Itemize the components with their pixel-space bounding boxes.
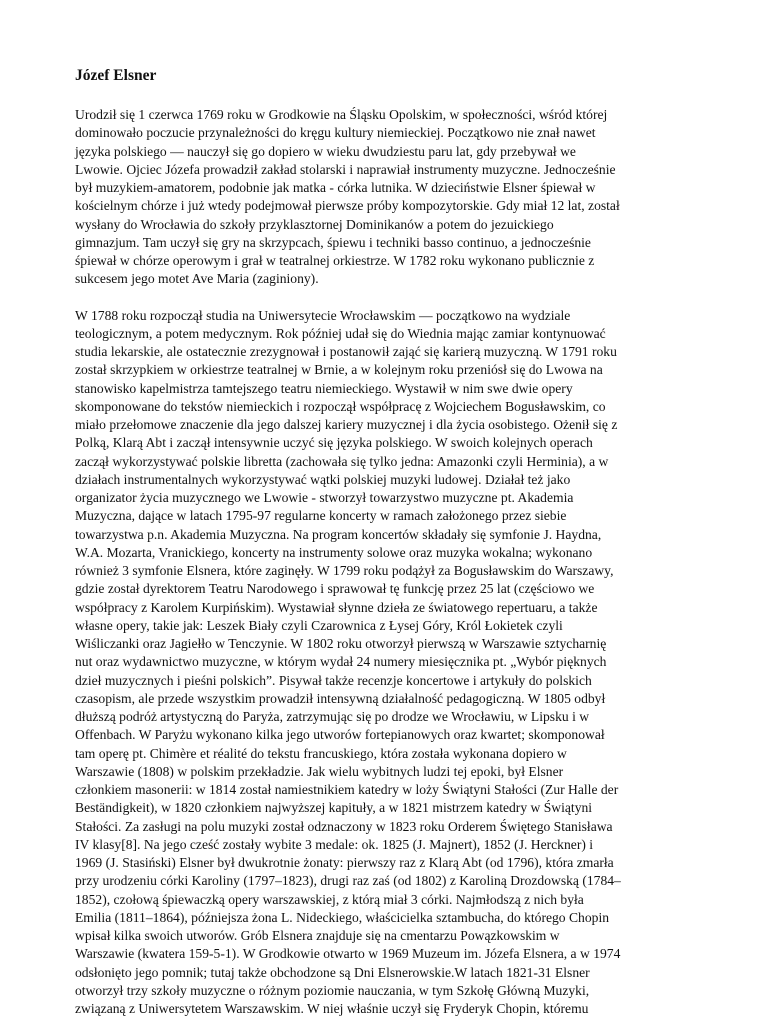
text-line: dominowało poczucie przynależności do kręgu kultury niemieckiej. Początkowo nie znał nawet xyxy=(75,125,596,141)
text-line: wysłany do Wrocławia do szkoły przyklasztornej Dominikanów a potem do jezuickiego xyxy=(75,216,554,232)
text-line: IV klasy[8]. Na jego cześć zostały wybite 3 medale: ok. 1825 (J. Majnert), 1852 (J. Herckner) i xyxy=(75,836,594,852)
text-line: Polką, Klarą Abt i zaczął intensywnie uczyć się języka polskiego. W swoich kolejnych operach xyxy=(75,435,593,451)
paragraph xyxy=(75,307,699,1019)
text-line: otworzył trzy szkoły muzyczne o różnym poziomie nauczania, w tym Szkołę Główną Muzyki, xyxy=(75,982,590,998)
document-page xyxy=(75,66,699,1036)
text-line: Wiśliczanki oraz Jagiełło w Tenczynie. W 1802 roku otworzył pierwszą w Warszawie sztycharnię xyxy=(75,636,607,651)
text-line: stanowisko kapelmistrza tamtejszego teatru niemieckiego. Wystawił w nim swe dwie opery xyxy=(75,380,573,396)
text-line: nut oraz wydawnictwo muzyczne, w którym wydał 24 numery miesięcznika pt. „Wybór pięknych xyxy=(75,654,607,670)
text-line: studia lekarskie, ale ostatecznie zrezygnował i postanowił zająć się karierą muzyczną. W 1791 roku xyxy=(75,344,617,359)
text-line: wpisał kilka swoich utworów. Grób Elsnera znajduje się na cmentarzu Powązkowskim w xyxy=(75,928,560,943)
text-line: W.A. Mozarta, Vranickiego, koncerty na instrumenty solowe oraz muzyka wokalna; wykonano xyxy=(75,544,593,560)
text-line: kościelnym chórze i już wtedy podejmował pierwsze próby kompozytorskie. Gdy miał 12 lat, został xyxy=(75,198,620,214)
text-line: własne opery, takie jak: Leszek Biały czyli Czarownica z Łysej Góry, Król Łokietek czyli xyxy=(75,617,563,633)
text-line: Beständigkeit), w 1820 członkiem najwyższej kapituły, a w 1821 mistrzem katedry w Świątyni xyxy=(75,800,593,816)
text-line: Muzyczna, dające w latach 1795-97 regularne koncerty w ramach założonego przez siebie xyxy=(75,508,567,524)
text-line: dzieł muzycznych i pieśni polskich”. Pisywał także recenzje koncertowe i artykuły do polskich xyxy=(75,672,592,688)
text-line: Lwowie. Ojciec Józefa prowadził zakład stolarski i naprawiał instrumenty muzyczne. Jednocześnie xyxy=(75,161,616,177)
text-line: tam operę pt. Chimère et réalité do tekstu francuskiego, która została wykonana dopiero w xyxy=(75,745,567,761)
text-line: odsłonięto jego pomnik; tutaj także obchodzone są Dni Elsnerowskie.W latach 1821-31 Elsner xyxy=(75,964,590,980)
text-line: przy urodzeniu córki Karoliny (1797–1823), drugi raz zaś (od 1802) z Karoliną Drozdowską (1784– xyxy=(75,873,621,889)
text-line: miało przełomowe znaczenie dla jego dalszej kariery muzycznej i dla życia osobistego. Ożenił się z xyxy=(75,417,618,432)
text-line: Stałości. Za zasługi na polu muzyki został odznaczony w 1823 roku Orderem Świętego Stanisława xyxy=(75,818,613,834)
text-line: 1969 (J. Stasiński) Elsner był dwukrotnie żonaty: pierwszy raz z Klarą Abt (od 1796), która zmarła xyxy=(75,855,614,870)
text-line: sukcesem jego motet Ave Maria (zaginiony). xyxy=(75,271,319,287)
text-line: Offenbach. W Paryżu wykonano kilka jego utworów fortepianowych oraz kwartet; skomponował xyxy=(75,727,605,743)
text-line: Urodził się 1 czerwca 1769 roku w Grodkowie na Śląsku Opolskim, w społeczności, wśród której xyxy=(75,107,608,122)
text-line: Warszawie (kwatera 159-5-1). W Grodkowie otwarto w 1969 Muzeum im. Józefa Elsnera, a w 1974 xyxy=(75,946,621,962)
text-line: teologicznym, a potem medycznym. Rok później udał się do Wiednia mając zamiar kontynuować xyxy=(75,325,606,341)
text-line: był muzykiem-amatorem, podobnie jak matka - córka lutnika. W dzieciństwie Elsner śpiewał w xyxy=(75,180,596,195)
text-line: organizator życia muzycznego we Lwowie - stworzył towarzystwo muzyczne pt. Akademia xyxy=(75,490,574,505)
text-line: Warszawie (1808) w polskim przekładzie. Jak wielu wybitnych ludzi tej epoki, był Elsner xyxy=(75,763,564,779)
text-line: towarzystwa p.n. Akademia Muzyczna. Na program koncertów składały się symfonie J. Haydna, xyxy=(75,526,602,542)
text-line: gimnazjum. Tam uczył się gry na skrzypcach, śpiewu i techniki basso continuo, a jednocześnie xyxy=(75,234,591,250)
document-body xyxy=(75,106,699,1018)
text-line: języka polskiego — nauczył się go dopiero w wieku dwudziestu paru lat, gdy przebywał we xyxy=(75,143,576,159)
text-line: skomponowane do tekstów niemieckich i rozpoczął współpracę z Wojciechem Bogusławskim, co xyxy=(75,398,606,414)
text-line: dłuższą podróż artystyczną do Paryża, zatrzymując się po drodze we Wrocławiu, w Lipsku i w xyxy=(75,709,590,724)
text-line: również 3 symfonie Elsnera, które zaginęły. W 1799 roku podążył za Bogusławskim do Warszawy, xyxy=(75,563,614,578)
paragraph xyxy=(75,106,699,289)
text-line: Emilia (1811–1864), późniejsza żona L. Nideckiego, właścicielka sztambucha, do którego Chopin xyxy=(75,909,610,925)
text-line: zaczął wykorzystywać polskie libretta (zachowała się tylko jedna: Amazonki czyli Herminia), a w xyxy=(75,453,609,469)
text-line: członkiem masonerii: w 1814 został namiestnikiem katedry w loży Świątyni Stałości (Zur Halle der xyxy=(75,782,619,797)
text-line: działach instrumentalnych wykorzystywać wątki polskiej muzyki ludowej. Działał też jako xyxy=(75,471,571,487)
text-line: czasopism, ale przede wszystkim prowadził intensywną działalność pedagogiczną. W 1805 odbył xyxy=(75,690,606,706)
text-line: związaną z Uniwersytetem Warszawskim. W niej właśnie uczył się Fryderyk Chopin, któremu xyxy=(75,1001,589,1016)
text-line: W 1788 roku rozpoczął studia na Uniwersytecie Wrocławskim — początkowo na wydziale xyxy=(75,307,571,323)
text-line: gdzie został dyrektorem Teatru Narodowego i sprawował tę funkcję przez 25 lat (częściowo we xyxy=(75,581,595,597)
document-title: Józef Elsner xyxy=(75,67,157,84)
text-line: współpracy z Karolem Kurpińskim). Wystawiał słynne dzieła ze światowego repertuaru, a także xyxy=(75,599,598,615)
text-line: 1852), czołową śpiewaczką opery warszawskiej, z którą miał 3 córki. Najmłodszą z nich była xyxy=(75,891,584,907)
text-line: został skrzypkiem w orkiestrze teatralnej w Brnie, a w kolejnym roku przeniósł się do Lwowa na xyxy=(75,362,603,378)
text-line: śpiewał w chórze operowym i grał w teatralnej orkiestrze. W 1782 roku wykonano publicznie z xyxy=(75,253,595,268)
